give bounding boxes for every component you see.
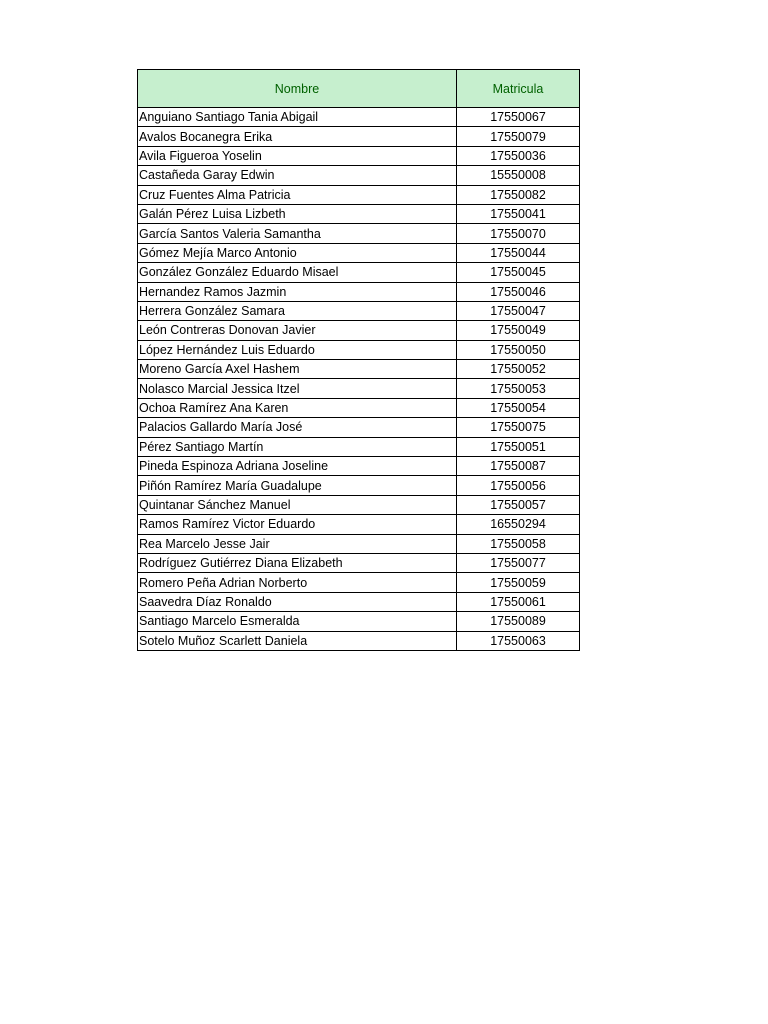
table-row [138,108,580,127]
student-name: Anguiano Santiago Tania Abigail [138,108,457,127]
header-id: Matricula [457,70,580,108]
student-id: 17550036 [457,146,580,165]
student-name: Sotelo Muñoz Scarlett Daniela [138,631,457,650]
student-name: Gómez Mejía Marco Antonio [138,243,457,262]
table-row [138,224,580,243]
student-id: 17550046 [457,282,580,301]
student-table [137,69,580,651]
student-name: Castañeda Garay Edwin [138,166,457,185]
student-name: Piñón Ramírez María Guadalupe [138,476,457,495]
student-name: Cruz Fuentes Alma Patricia [138,185,457,204]
table-row [138,340,580,359]
student-id: 17550059 [457,573,580,592]
student-id: 16550294 [457,515,580,534]
student-name: Herrera González Samara [138,301,457,320]
table-row [138,185,580,204]
student-name: Romero Peña Adrian Norberto [138,573,457,592]
student-id: 17550070 [457,224,580,243]
student-name: Rea Marcelo Jesse Jair [138,534,457,553]
table-row [138,631,580,650]
student-id: 17550063 [457,631,580,650]
student-name: García Santos Valeria Samantha [138,224,457,243]
student-id: 17550079 [457,127,580,146]
table-row [138,243,580,262]
student-name: Ramos Ramírez Victor Eduardo [138,515,457,534]
table-row [138,146,580,165]
table-row [138,379,580,398]
student-id: 17550056 [457,476,580,495]
table-row [138,592,580,611]
student-id: 17550067 [457,108,580,127]
student-id: 17550051 [457,437,580,456]
table-row [138,476,580,495]
table-row [138,515,580,534]
table-row [138,263,580,282]
student-name: Hernandez Ramos Jazmin [138,282,457,301]
student-id: 17550045 [457,263,580,282]
table-row [138,166,580,185]
student-name: Pineda Espinoza Adriana Joseline [138,457,457,476]
student-name: López Hernández Luis Eduardo [138,340,457,359]
student-id: 17550075 [457,418,580,437]
table-row [138,612,580,631]
student-id: 15550008 [457,166,580,185]
table-row [138,360,580,379]
table-row [138,534,580,553]
student-id: 17550058 [457,534,580,553]
header-name: Nombre [138,70,457,108]
student-id: 17550052 [457,360,580,379]
student-id: 17550077 [457,553,580,572]
student-name: Pérez Santiago Martín [138,437,457,456]
student-id: 17550053 [457,379,580,398]
student-name: Palacios Gallardo María José [138,418,457,437]
student-name: Ochoa Ramírez Ana Karen [138,398,457,417]
table-row [138,573,580,592]
student-name: Galán Pérez Luisa Lizbeth [138,204,457,223]
student-id: 17550050 [457,340,580,359]
student-id: 17550087 [457,457,580,476]
student-id: 17550054 [457,398,580,417]
student-id: 17550047 [457,301,580,320]
table-row [138,418,580,437]
student-name: Santiago Marcelo Esmeralda [138,612,457,631]
student-roster-sheet [137,69,579,651]
table-row [138,282,580,301]
table-body [138,108,580,651]
student-name: León Contreras Donovan Javier [138,321,457,340]
student-id: 17550044 [457,243,580,262]
student-name: Avila Figueroa Yoselin [138,146,457,165]
table-row [138,457,580,476]
table-row [138,553,580,572]
student-id: 17550061 [457,592,580,611]
student-name: Quintanar Sánchez Manuel [138,495,457,514]
student-name: Moreno García Axel Hashem [138,360,457,379]
student-name: Nolasco Marcial Jessica Itzel [138,379,457,398]
student-id: 17550057 [457,495,580,514]
student-name: Rodríguez Gutiérrez Diana Elizabeth [138,553,457,572]
student-name: González González Eduardo Misael [138,263,457,282]
student-id: 17550049 [457,321,580,340]
table-row [138,398,580,417]
table-row [138,127,580,146]
table-row [138,204,580,223]
student-name: Saavedra Díaz Ronaldo [138,592,457,611]
table-row [138,437,580,456]
student-name: Avalos Bocanegra Erika [138,127,457,146]
student-id: 17550089 [457,612,580,631]
student-id: 17550041 [457,204,580,223]
header-row [138,70,580,108]
student-id: 17550082 [457,185,580,204]
table-row [138,495,580,514]
table-row [138,321,580,340]
table-row [138,301,580,320]
